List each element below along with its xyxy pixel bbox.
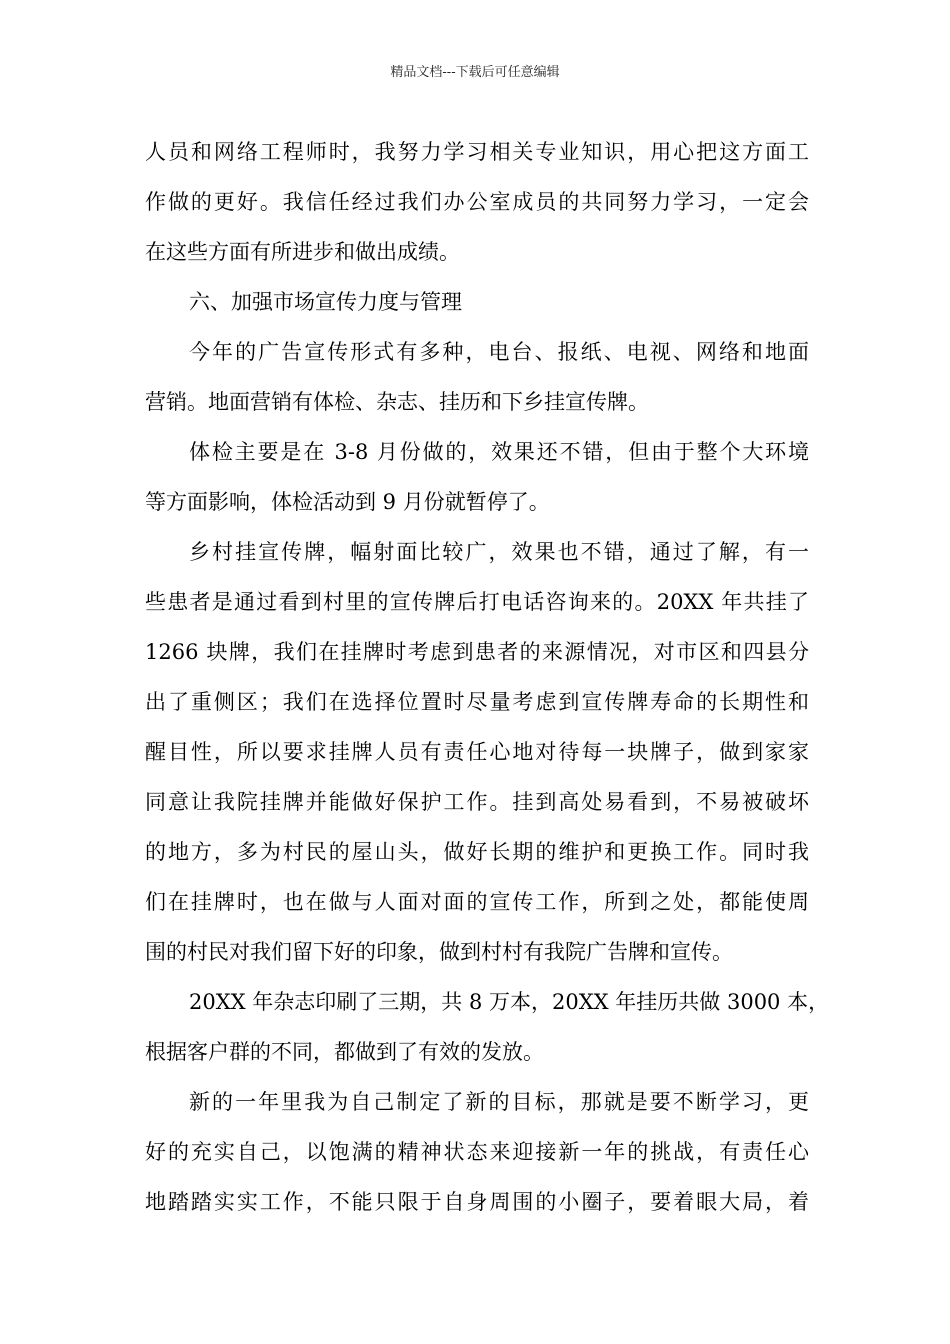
text-line: 围的村民对我们留下好的印象，做到村村有我院广告牌和宣传。 bbox=[145, 940, 733, 964]
text-line: 1266 块牌，我们在挂牌时考虑到患者的来源情况，对市区和四县分 bbox=[145, 640, 809, 664]
text-line: 人员和网络工程师时，我努力学习相关专业知识，用心把这方面工 bbox=[145, 140, 809, 164]
text-line: 的地方，多为村民的屋山头，做好长期的维护和更换工作。同时我 bbox=[145, 840, 809, 864]
text-line: 地踏踏实实工作，不能只限于自身周围的小圈子，要着眼大局，着 bbox=[145, 1190, 809, 1214]
text-line: 20XX 年杂志印刷了三期，共 8 万本，20XX 年挂历共做 3000 本， bbox=[189, 990, 830, 1014]
text-line: 营销。地面营销有体检、杂志、挂历和下乡挂宣传牌。 bbox=[145, 390, 649, 414]
text-line: 好的充实自己，以饱满的精神状态来迎接新一年的挑战，有责任心 bbox=[145, 1140, 809, 1164]
text-line: 们在挂牌时，也在做与人面对面的宣传工作，所到之处，都能使周 bbox=[145, 890, 809, 914]
text-line: 同意让我院挂牌并能做好保护工作。挂到高处易看到，不易被破坏 bbox=[145, 790, 809, 814]
document-body bbox=[145, 132, 830, 1232]
text-line: 根据客户群的不同，都做到了有效的发放。 bbox=[145, 1040, 544, 1064]
text-line: 在这些方面有所进步和做出成绩。 bbox=[145, 240, 460, 264]
text-line: 些患者是通过看到村里的宣传牌后打电话咨询来的。20XX 年共挂了 bbox=[145, 590, 809, 614]
text-line: 醒目性，所以要求挂牌人员有责任心地对待每一块牌子，做到家家 bbox=[145, 740, 809, 764]
text-line: 今年的广告宣传形式有多种，电台、报纸、电视、网络和地面 bbox=[189, 340, 809, 364]
text-line: 出了重侧区；我们在选择位置时尽量考虑到宣传牌寿命的长期性和 bbox=[145, 690, 809, 714]
page-header: 精品文档---下载后可任意编辑 bbox=[390, 65, 560, 80]
text-line: 等方面影响，体检活动到 9 月份就暂停了。 bbox=[145, 490, 550, 514]
section-heading: 六、加强市场宣传力度与管理 bbox=[189, 290, 462, 314]
text-line: 体检主要是在 3-8 月份做的，效果还不错，但由于整个大环境 bbox=[189, 440, 809, 464]
text-line: 乡村挂宣传牌，幅射面比较广，效果也不错，通过了解，有一 bbox=[189, 540, 809, 564]
text-line: 新的一年里我为自己制定了新的目标，那就是要不断学习，更 bbox=[189, 1090, 809, 1114]
text-line: 作做的更好。我信任经过我们办公室成员的共同努力学习，一定会 bbox=[145, 190, 809, 214]
